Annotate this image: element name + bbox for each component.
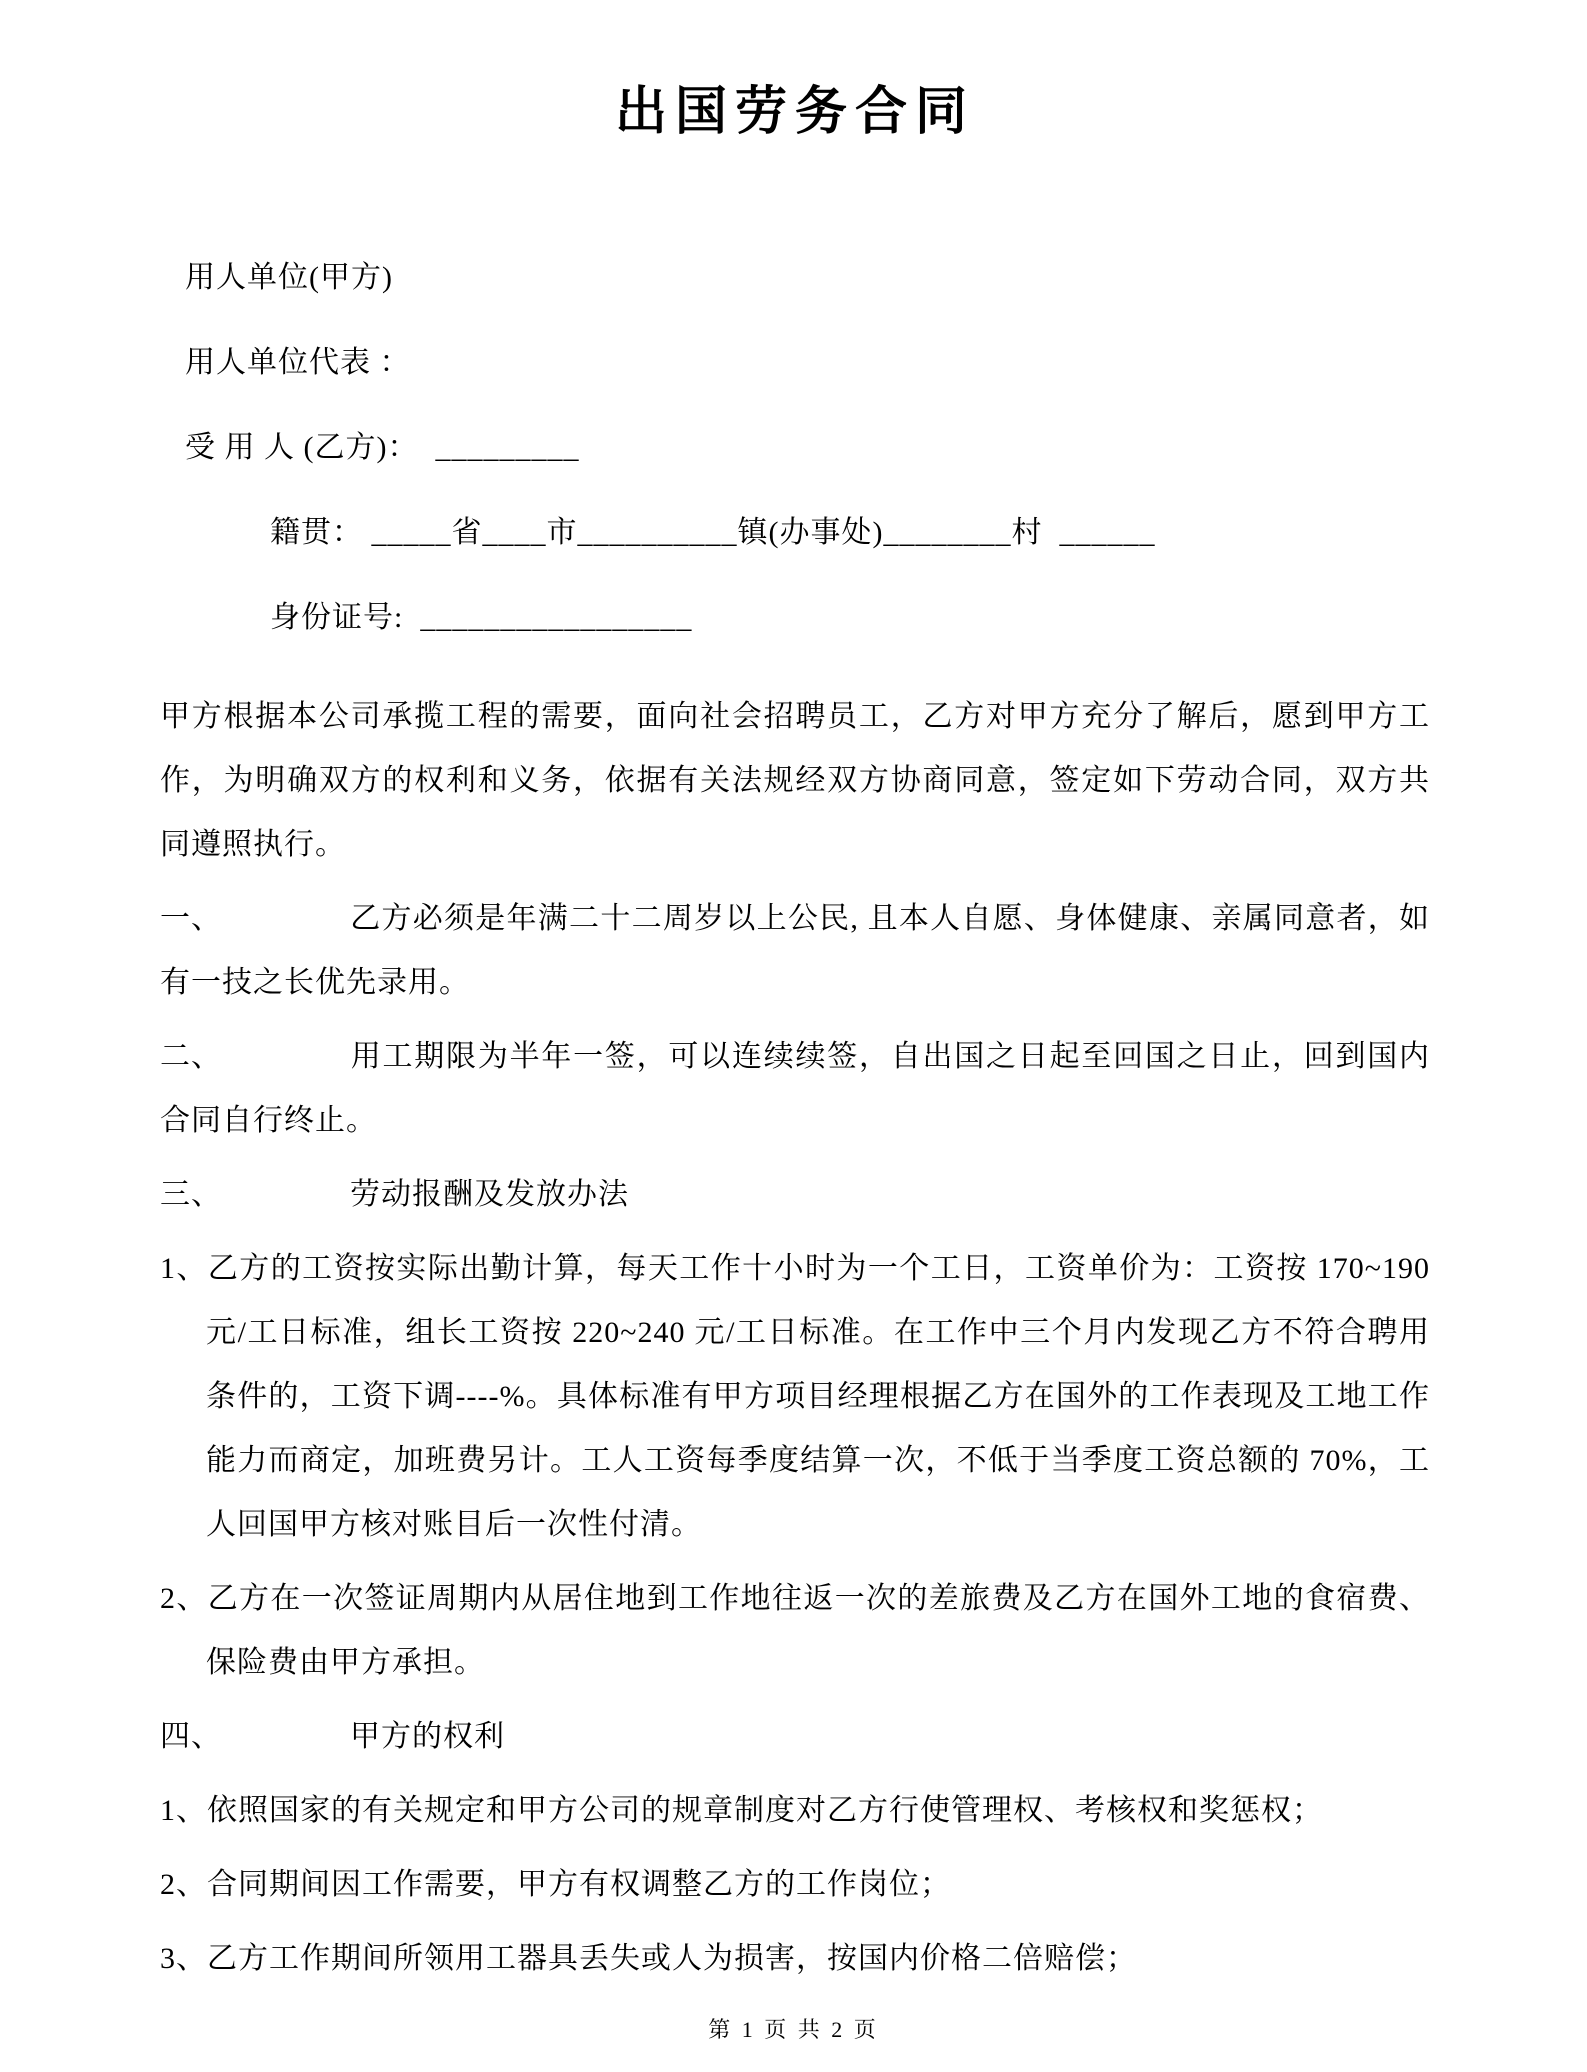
section-1-text: 乙方必须是年满二十二周岁以上公民, 且本人自愿、身体健康、亲属同意者，如有一技之长优先录用。 [160,902,1430,999]
section-4-item-1-number: 1、 [160,1794,207,1827]
section-3-heading [160,1163,1430,1227]
section-3-number: 三、 [160,1178,222,1211]
section-3-item-1-number: 1、 [160,1252,208,1285]
section-4-item-3 [160,1927,1430,1991]
document-title: 出国劳务合同 [614,84,975,141]
section-4-heading [160,1705,1430,1769]
section-3-item-1-text: 乙方的工资按实际出勤计算，每天工作十小时为一个工日，工资单价为：工资按 170~190 元/工日标准，组长工资按 220~240 元/工日标准。在工作中三个月内发现乙方不符合聘用条件的，工资下调----%。具体标准有甲方项目经理根据乙方在国外的工作表现及工地工作能力而商定，加班费另计。工人工资每季度结算一次，不低于当季度工资总额的 70%，工人回国甲方核对账目后一次性付清。 [206,1252,1430,1541]
field-employer: 用人单位(甲方) [185,261,393,294]
section-4-number: 四、 [160,1720,222,1753]
section-2 [160,1025,1430,1153]
field-id-number: 身份证号: _________________ [270,601,693,634]
section-3-item-2 [160,1567,1430,1695]
section-2-text: 用工期限为半年一签，可以连续续签，自出国之日起至回国之日止，回到国内合同自行终止。 [160,1040,1430,1137]
section-1-number: 一、 [160,902,222,935]
field-native-place: 籍贯： _____省____市__________镇(办事处)________村 ______ [270,516,1156,549]
field-employer-representative: 用人单位代表 ： [185,346,411,379]
section-4-item-3-text: 乙方工作期间所领用工器具丢失或人为损害，按国内价格二倍赔偿； [207,1942,1137,1975]
section-4-item-3-number: 3、 [160,1942,207,1975]
section-3-item-2-text: 乙方在一次签证周期内从居住地到工作地往返一次的差旅费及乙方在国外工地的食宿费、保险费由甲方承担。 [206,1582,1431,1679]
section-4-item-2-number: 2、 [160,1868,207,1901]
page-number-footer: 第 1 页 共 2 页 [708,2017,879,2042]
section-2-number: 二、 [160,1040,222,1073]
section-4-item-2-text: 合同期间因工作需要，甲方有权调整乙方的工作岗位； [207,1868,951,1901]
section-3-item-2-number: 2、 [160,1582,208,1615]
section-4-text: 甲方的权利 [350,1720,505,1753]
section-4-item-1 [160,1779,1430,1843]
intro-paragraph: 甲方根据本公司承揽工程的需要，面向社会招聘员工，乙方对甲方充分了解后，愿到甲方工作，为明确双方的权利和义务，依据有关法规经双方协商同意，签定如下劳动合同，双方共同遵照执行。 [160,700,1430,861]
field-employee: 受 用 人 (乙方)： _________ [185,431,580,464]
section-4-item-2 [160,1853,1430,1917]
section-1 [160,887,1430,1015]
section-3-item-1 [160,1237,1430,1557]
section-4-item-1-text: 依照国家的有关规定和甲方公司的规章制度对乙方行使管理权、考核权和奖惩权； [207,1794,1323,1827]
section-3-text: 劳动报酬及发放办法 [350,1178,629,1211]
